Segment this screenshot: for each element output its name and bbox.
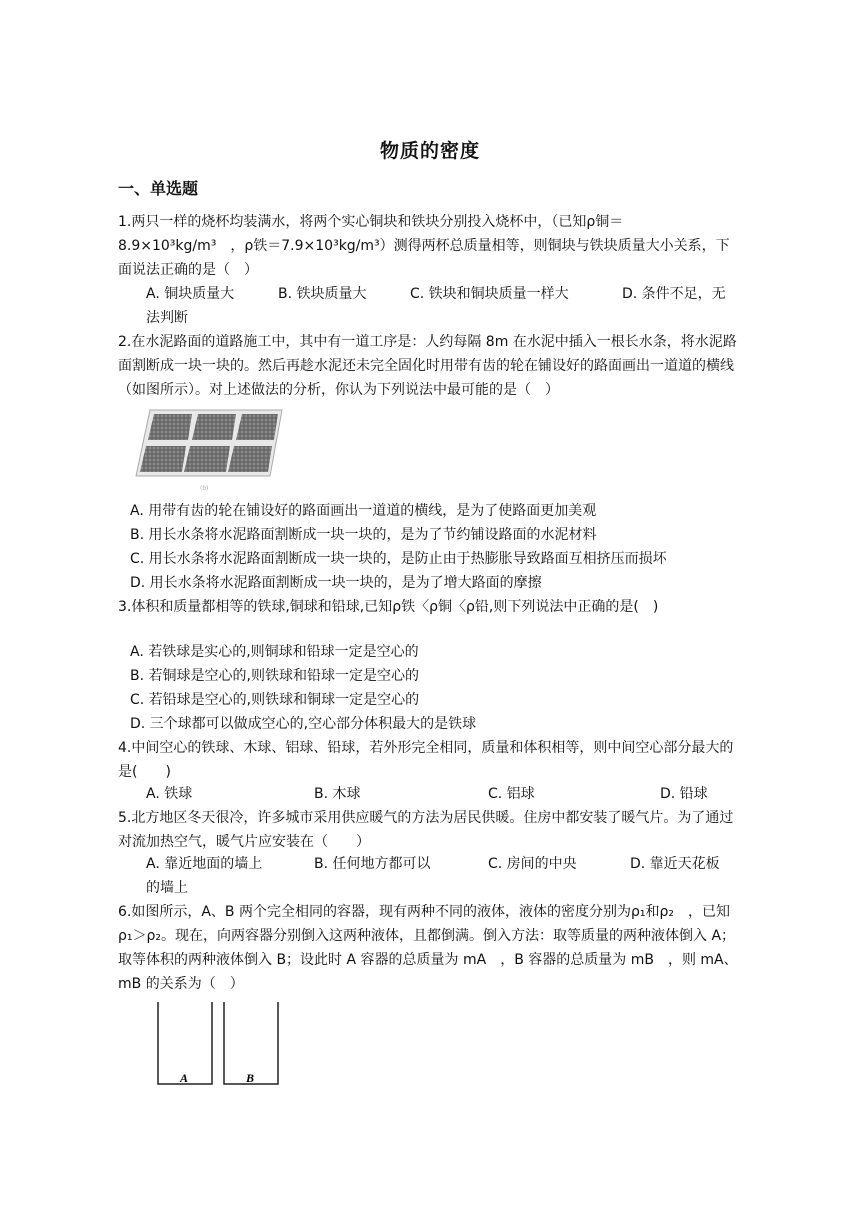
containers-figure <box>150 1000 290 1090</box>
question-5-stem: 5.北方地区冬天很冷，许多城市采用供应暖气的方法为居民供暖。住房中都安装了暖气片。为了通过对流加热空气，暖气片应安装在（ ） <box>118 810 734 850</box>
svg-text:(b): (b) <box>200 485 209 492</box>
container-b-label: B <box>246 1071 255 1085</box>
question-1-option-a: A. 铜块质量大 <box>146 286 235 302</box>
question-1-option-b: B. 铁块质量大 <box>278 286 367 302</box>
section-heading: 一、单选题 <box>118 179 199 198</box>
question-5-option-a: A. 靠近地面的墙上 <box>146 856 263 872</box>
question-4-option-d: D. 铅球 <box>660 786 708 802</box>
container-a-label: A <box>180 1071 189 1085</box>
question-3-stem: 3.体积和质量都相等的铁球,铜球和铅球,已知ρ铁〈ρ铜〈ρ铅,则下列说法中正确的是( ) <box>118 599 659 615</box>
question-1-option-d-continued: 法判断 <box>146 310 188 326</box>
question-3-option-b: B. 若铜球是空心的,则铁球和铅球一定是空心的 <box>130 668 419 684</box>
question-5-option-d: D. 靠近天花板 <box>630 856 720 872</box>
question-2-stem: 2.在水泥路面的道路施工中，其中有一道工序是：人约每隔 8m 在水泥中插入一根长水条，将水泥路面割断成一块一块的。然后再趁水泥还未完全固化时用带有齿的轮在铺设好的路面画出一道道的横线（如图所示）。对上述做法的分析，你认为下列说法中最可能的是（ ） <box>118 334 737 398</box>
question-1-option-c: C. 铁块和铜块质量一样大 <box>410 286 569 302</box>
question-4-option-a: A. 铁球 <box>146 786 193 802</box>
question-3-option-a: A. 若铁球是实心的,则铜球和铅球一定是空心的 <box>130 644 419 660</box>
question-2-option-d: D. 用长水条将水泥路面割断成一块一块的，是为了增大路面的摩擦 <box>130 575 542 591</box>
question-4-option-c: C. 铝球 <box>488 786 535 802</box>
page-title: 物质的密度 <box>379 140 480 162</box>
question-4-stem: 4.中间空心的铁球、木球、铝球、铅球，若外形完全相同，质量和体积相等，则中间空心部分最大的是( ) <box>118 740 734 780</box>
question-1-option-d: D. 条件不足，无 <box>622 286 726 302</box>
question-5-option-c: C. 房间的中央 <box>488 856 577 872</box>
question-6-stem: 6.如图所示，A、B 两个完全相同的容器，现有两种不同的液体，液体的密度分别为ρ₁和ρ₂ ，已知ρ₁＞ρ₂。现在，向两容器分别倒入这两种液体，且都倒满。倒入方法：取等质量的两种液体倒入 A；取等体积的两种液体倒入 B；设此时 A 容器的总质量为 mA ，B 容器的总质量为 mB ，则 mA、mB 的关系为（ ） <box>118 904 738 992</box>
question-4-option-b: B. 木球 <box>314 786 361 802</box>
question-3-option-c: C. 若铅球是空心的,则铁球和铜球一定是空心的 <box>130 692 420 708</box>
question-2-option-a: A. 用带有齿的轮在铺设好的路面画出一道道的横线，是为了使路面更加美观 <box>130 503 597 519</box>
question-3-option-d: D. 三个球都可以做成空心的,空心部分体积最大的是铁球 <box>130 716 477 732</box>
question-5-option-d-continued: 的墙上 <box>146 880 188 896</box>
road-surface-figure <box>130 404 288 494</box>
question-2-option-b: B. 用长水条将水泥路面割断成一块一块的，是为了节约铺设路面的水泥材料 <box>130 527 597 543</box>
question-1-stem: 1.两只一样的烧杯均装满水，将两个实心铜块和铁块分别投入烧杯中，（已知ρ铜＝8.9×10³kg/m³ ，ρ铁＝7.9×10³kg/m³）测得两杯总质量相等，则铜块与铁块质量大小关系，下面说法正确的是（ ） <box>118 214 730 278</box>
question-5-option-b: B. 任何地方都可以 <box>314 856 431 872</box>
question-2-option-c: C. 用长水条将水泥路面割断成一块一块的，是防止由于热膨胀导致路面互相挤压而损坏 <box>130 551 667 567</box>
